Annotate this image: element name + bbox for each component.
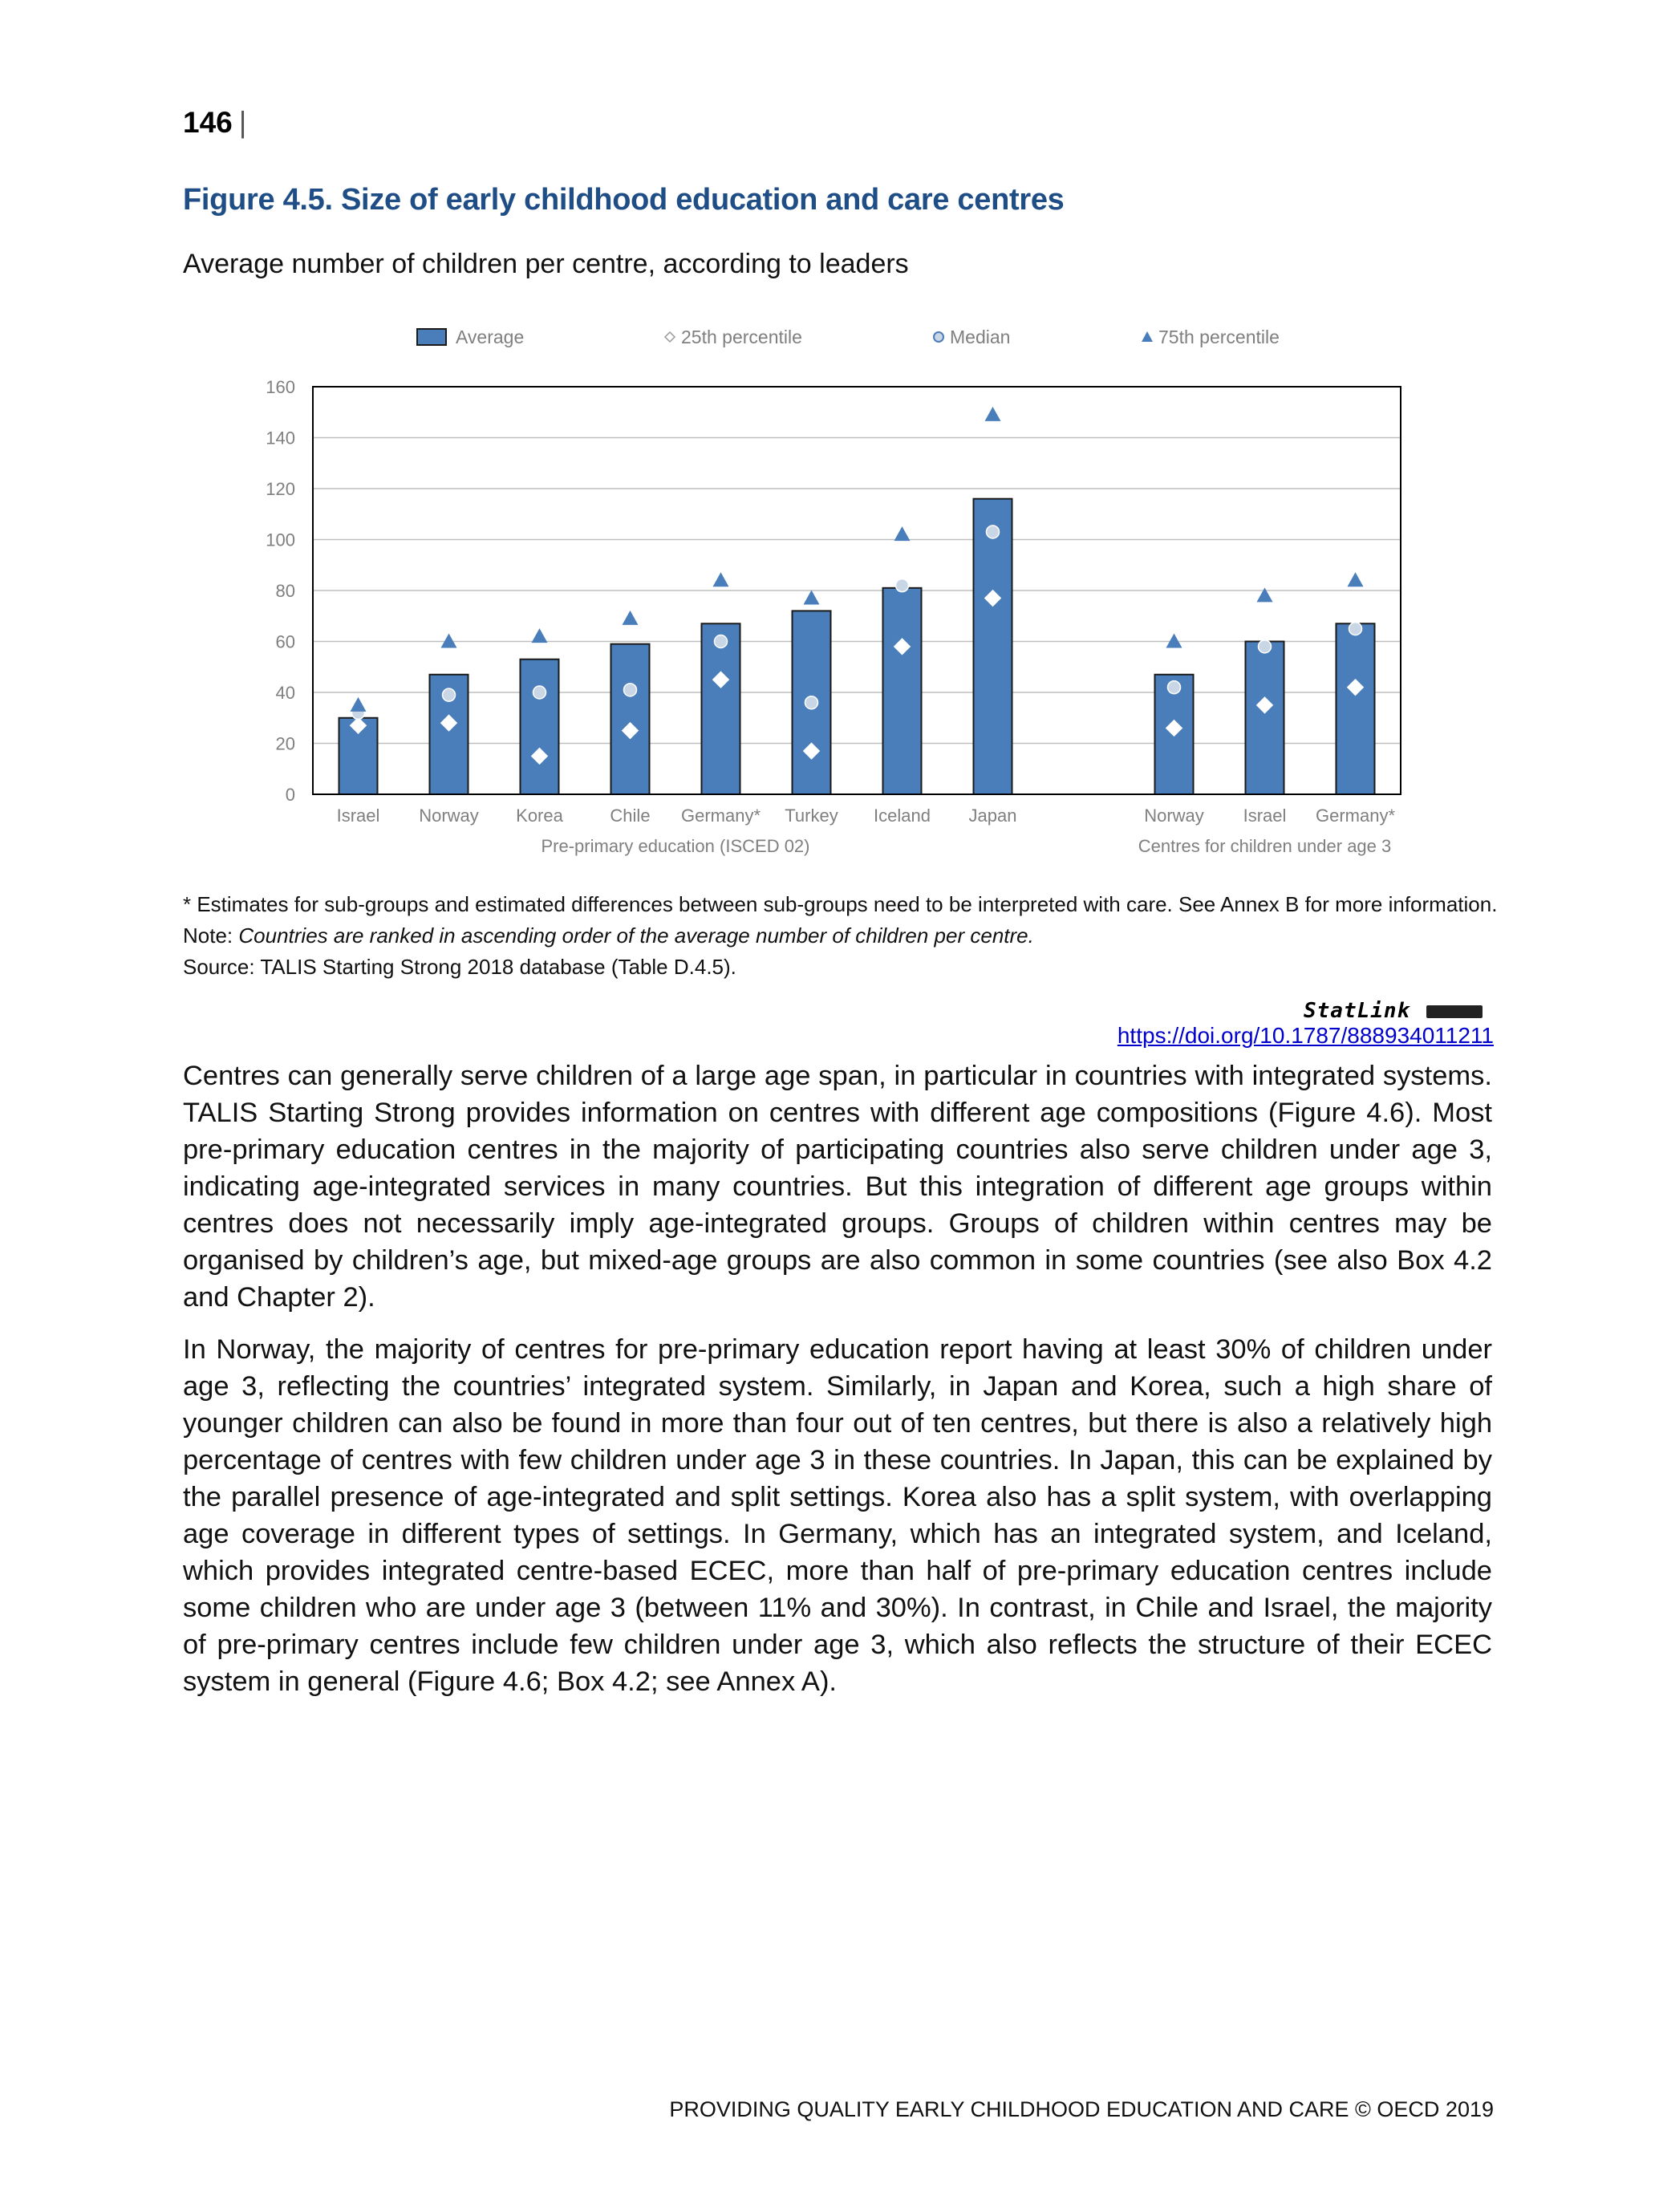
legend-label: Median	[950, 327, 1011, 347]
figure-subtitle: Average number of children per centre, according to leaders	[183, 249, 909, 279]
legend-swatch-75th	[1142, 331, 1153, 342]
note-text: Countries are ranked in ascending order of the average number of children per centre.	[238, 923, 1034, 948]
y-tick-label: 60	[275, 631, 295, 652]
triangle-marker	[351, 697, 367, 712]
bar	[702, 623, 740, 794]
page-number-separator: |	[238, 106, 247, 139]
x-tick-label: Germany*	[680, 806, 761, 826]
x-tick-label: Korea	[516, 806, 563, 826]
chart-gridlines	[313, 387, 1401, 794]
y-tick-label: 140	[266, 428, 295, 448]
circle-marker	[715, 635, 728, 648]
triangle-marker	[1348, 572, 1364, 586]
statlink-url-link[interactable]: https://doi.org/10.1787/888934011211	[1117, 1023, 1494, 1048]
triangle-marker	[804, 591, 820, 605]
page-footer: PROVIDING QUALITY EARLY CHILDHOOD EDUCATION AND CARE © OECD 2019	[669, 2097, 1494, 2121]
body-paragraph-2: In Norway, the majority of centres for pre-primary education report having at least 30% of children under age 3, reflecting the countries’ integrated system. Similarly, in Japan and Korea, such a high share of younger children can also be found in more than four out of ten centres, but there is also a relatively high percentage of centres with few children under age 3 in these countries. In Japan, this can be explained by the parallel presence of age-integrated and split settings. Korea also has a split system, with overlapping age coverage in different types of settings. In Germany, which has an integrated system, and Iceland, which provides integrated centre-based ECEC, more than half of pre-primary education centres include some children who are under age 3 (between 11% and 30%). In contrast, in Chile and Israel, the majority of pre-primary centres include few children under age 3, which also reflects the structure of their ECEC system in general (Figure 4.6; Box 4.2; see Annex A).	[183, 1334, 1492, 1697]
circle-marker	[1349, 623, 1362, 635]
statlink	[931, 997, 1494, 1048]
note-label: Note:	[183, 923, 239, 948]
bar	[883, 588, 922, 794]
y-tick-label: 80	[275, 581, 295, 601]
bar	[974, 499, 1012, 794]
x-axis	[337, 806, 1396, 856]
body-text	[183, 1057, 1492, 1715]
bar	[1337, 623, 1375, 794]
circle-marker	[987, 526, 1000, 538]
triangle-marker	[985, 407, 1001, 421]
figure-notes	[183, 889, 1499, 983]
x-group-label: Pre-primary education (ISCED 02)	[541, 836, 810, 856]
x-group-label: Centres for children under age 3	[1138, 836, 1392, 856]
triangle-marker	[623, 611, 639, 625]
y-tick-label: 120	[266, 479, 295, 499]
legend-label: 25th percentile	[681, 327, 802, 347]
y-axis	[266, 377, 295, 805]
bar	[521, 660, 559, 794]
x-tick-label: Norway	[419, 806, 479, 826]
page-number	[183, 106, 246, 140]
y-tick-label: 20	[275, 733, 295, 754]
marker-series	[351, 407, 1364, 764]
circle-marker	[805, 696, 818, 709]
triangle-marker	[1257, 587, 1273, 602]
x-tick-label: Germany*	[1315, 806, 1396, 826]
bar-series	[339, 499, 1375, 794]
legend-swatch-median	[934, 332, 943, 342]
statlink-label: StatLink	[1303, 999, 1411, 1023]
circle-marker	[533, 686, 546, 699]
x-tick-label: Norway	[1144, 806, 1204, 826]
circle-marker	[1259, 640, 1272, 653]
x-tick-label: Israel	[1243, 806, 1287, 826]
triangle-marker	[894, 526, 911, 541]
x-tick-label: Japan	[968, 806, 1017, 826]
circle-marker	[624, 684, 637, 696]
statlink-logo-icon	[1426, 1005, 1483, 1018]
y-tick-label: 100	[266, 530, 295, 550]
page-number-value: 146	[183, 106, 233, 139]
asterisk-note: * Estimates for sub-groups and estimated differences between sub-groups need to be interpreted with care. See Annex B for more information.	[183, 892, 1498, 916]
source-line: Source: TALIS Starting Strong 2018 database (Table D.4.5).	[183, 955, 736, 979]
circle-marker	[443, 688, 456, 701]
bar	[1246, 642, 1284, 795]
x-tick-label: Israel	[336, 806, 380, 826]
circle-marker	[1168, 681, 1181, 694]
triangle-marker	[532, 628, 548, 643]
y-tick-label: 160	[266, 377, 295, 397]
body-paragraph-1: Centres can generally serve children of a large age span, in particular in countries with integrated systems. TALIS Starting Strong provides information on centres with different age compositions (Figure 4.6). Most pre-primary education centres in the majority of participating countries also serve children under age 3, indicating age-integrated services in many countries. But this integration of different age groups within centres does not necessarily imply age-integrated groups. Groups of children within centres may be organised by children’s age, but mixed-age groups are also common in some countries (see also Box 4.2 and Chapter 2).	[183, 1061, 1492, 1313]
y-tick-label: 40	[275, 683, 295, 703]
x-tick-label: Iceland	[874, 806, 931, 826]
legend-label: 75th percentile	[1158, 327, 1280, 347]
triangle-marker	[441, 634, 457, 648]
legend-swatch-average	[417, 329, 446, 345]
figure-title: Figure 4.5. Size of early childhood education and care centres	[183, 183, 1065, 217]
triangle-marker	[713, 572, 729, 586]
bar-chart	[233, 309, 1436, 887]
x-tick-label: Chile	[610, 806, 651, 826]
x-tick-label: Turkey	[785, 806, 838, 826]
note-line	[183, 920, 1499, 952]
chart-legend	[417, 327, 1280, 347]
y-tick-label: 0	[285, 785, 295, 805]
legend-label: Average	[456, 327, 525, 347]
circle-marker	[896, 579, 909, 592]
legend-swatch-25th	[665, 332, 675, 342]
triangle-marker	[1166, 634, 1182, 648]
bar	[611, 644, 650, 794]
